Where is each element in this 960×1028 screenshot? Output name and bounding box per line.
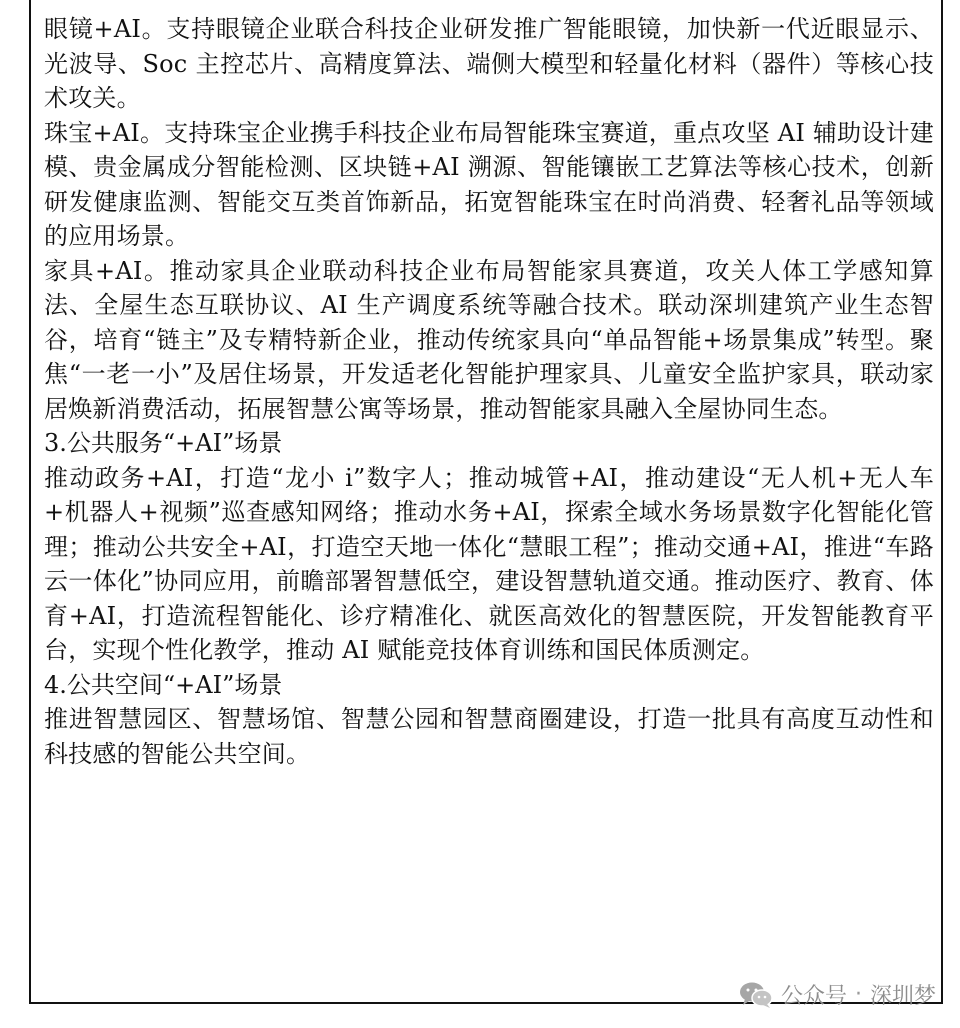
wechat-icon — [739, 981, 773, 1009]
paragraph-jewelry-ai: 珠宝+AI。支持珠宝企业携手科技企业布局智能珠宝赛道，重点攻坚 AI 辅助设计建模、贵金属成分智能检测、区块链+AI 溯源、智能镶嵌工艺算法等核心技术，创新研发健康监测、智能交互类首饰新品，拓宽智能珠宝在时尚消费、轻奢礼品等领域的应用场景。 — [44, 118, 934, 250]
paragraph-public-services: 推动政务+AI，打造“龙小 i”数字人；推动城管+AI，推动建设“无人机+无人车+机器人+视频”巡查感知网络；推动水务+AI，探索全域水务场景数字化智能化管理；推动公共安全+AI，打造空天地一体化“慧眼工程”；推动交通+AI，推进“车路云一体化”协同应用，前瞻部署智慧低空，建设智慧轨道交通。推动医疗、教育、体育+AI，打造流程智能化、诊疗精准化、就医高效化的智慧医院，开发智能教育平台，实现个性化教学，推动 AI 赋能竞技体育训练和国民体质测定。 — [44, 463, 934, 664]
paragraph-eyewear-ai: 眼镜+AI。支持眼镜企业联合科技企业研发推广智能眼镜，加快新一代近眼显示、光波导、Soc 主控芯片、高精度算法、端侧大模型和轻量化材料（器件）等核心技术攻关。 — [44, 15, 934, 112]
heading-public-services: 3.公共服务“+AI”场景 — [44, 429, 283, 457]
paragraph-public-spaces: 推进智慧园区、智慧场馆、智慧公园和智慧商圈建设，打造一批具有高度互动性和科技感的智能公共空间。 — [44, 705, 934, 768]
document-body — [44, 12, 934, 771]
watermark-label: 公众号 — [780, 984, 847, 1009]
watermark-account: 深圳梦 — [869, 984, 936, 1009]
watermark — [739, 979, 936, 1010]
heading-public-spaces: 4.公共空间“+AI”场景 — [44, 670, 283, 699]
paragraph-furniture-ai: 家具+AI。推动家具企业联动科技企业布局智能家具赛道，攻关人体工学感知算法、全屋生态互联协议、AI 生产调度系统等融合技术。联动深圳建筑产业生态智谷，培育“链主”及专精特新企业，推动传统家具向“单品智能+场景集成”转型。聚焦“一老一小”及居住场景，开发适老化智能护理家具、儿童安全监护家具，联动家居焕新消费活动，拓展智慧公寓等场景，推动智能家具融入全屋协同生态。 — [44, 256, 934, 423]
watermark-separator: · — [854, 982, 862, 1007]
